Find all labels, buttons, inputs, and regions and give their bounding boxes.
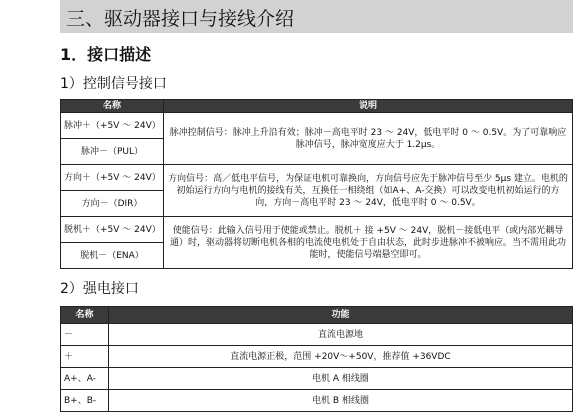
header-name: 名称	[61, 307, 109, 324]
table-row	[61, 324, 573, 346]
header-description: 说明	[164, 100, 573, 113]
table-row	[61, 165, 573, 191]
terminal-function: 电机 B 相线圈	[109, 390, 573, 412]
power-interface-table	[60, 306, 573, 412]
control-signal-table	[60, 99, 573, 269]
table-row	[61, 390, 573, 412]
signal-name: 脉冲－（PUL）	[61, 139, 164, 165]
table-row	[61, 368, 573, 390]
table-header-row	[61, 307, 573, 324]
section-title-band	[60, 0, 573, 33]
table-row	[61, 113, 573, 139]
terminal-function: 直流电源地	[109, 324, 573, 346]
terminal-name: ＋	[61, 346, 109, 368]
signal-name: 脉冲＋（+5V ～ 24V）	[61, 113, 164, 139]
signal-description: 脉冲控制信号：脉冲上升沿有效；脉冲－高电平时 23 ～ 24V，低电平时 0 ～ 0.5V。为了可靠响应脉冲信号，脉冲宽度应大于 1.2μs。	[164, 113, 573, 165]
control-signal-heading: 1）控制信号接口	[60, 76, 167, 92]
terminal-function: 直流电源正极，范围 +20V～+50V，推荐值 +36VDC	[109, 346, 573, 368]
header-function: 功能	[109, 307, 573, 324]
signal-description: 方向信号：高／低电平信号，为保证电机可靠换向，方向信号应先于脉冲信号至少 5μs 建立。电机的初始运行方向与电机的接线有关，互换任一相绕组（如A+、A-交换）可以改变电机初始运行的方向，方向－高电平时 23 ～ 24V，低电平时 0 ～ 0.5V。	[164, 165, 573, 217]
signal-name: 脱机＋（+5V ～ 24V）	[61, 217, 164, 243]
interface-description-heading: 1．接口描述	[60, 45, 152, 64]
terminal-function: 电机 A 相线圈	[109, 368, 573, 390]
terminal-name: B+、B-	[61, 390, 109, 412]
signal-name: 方向＋（+5V ～ 24V）	[61, 165, 164, 191]
power-interface-heading: 2）强电接口	[60, 281, 139, 297]
signal-name: 脱机－（ENA）	[61, 243, 164, 269]
signal-name: 方向－（DIR）	[61, 191, 164, 217]
table-row	[61, 217, 573, 243]
table-header-row	[61, 100, 573, 113]
signal-description: 使能信号：此输入信号用于使能或禁止。脱机＋ 接 +5V ～ 24V，脱机－接低电平（或内部光耦导通）时，驱动器将切断电机各相的电流使电机处于自由状态，此时步进脉冲不被响应。当不需用此功能时，使能信号端悬空即可。	[164, 217, 573, 269]
table-row	[61, 346, 573, 368]
terminal-name: －	[61, 324, 109, 346]
terminal-name: A+、A-	[61, 368, 109, 390]
section-title: 三、驱动器接口与接线介绍	[66, 8, 295, 30]
header-name: 名称	[61, 100, 164, 113]
